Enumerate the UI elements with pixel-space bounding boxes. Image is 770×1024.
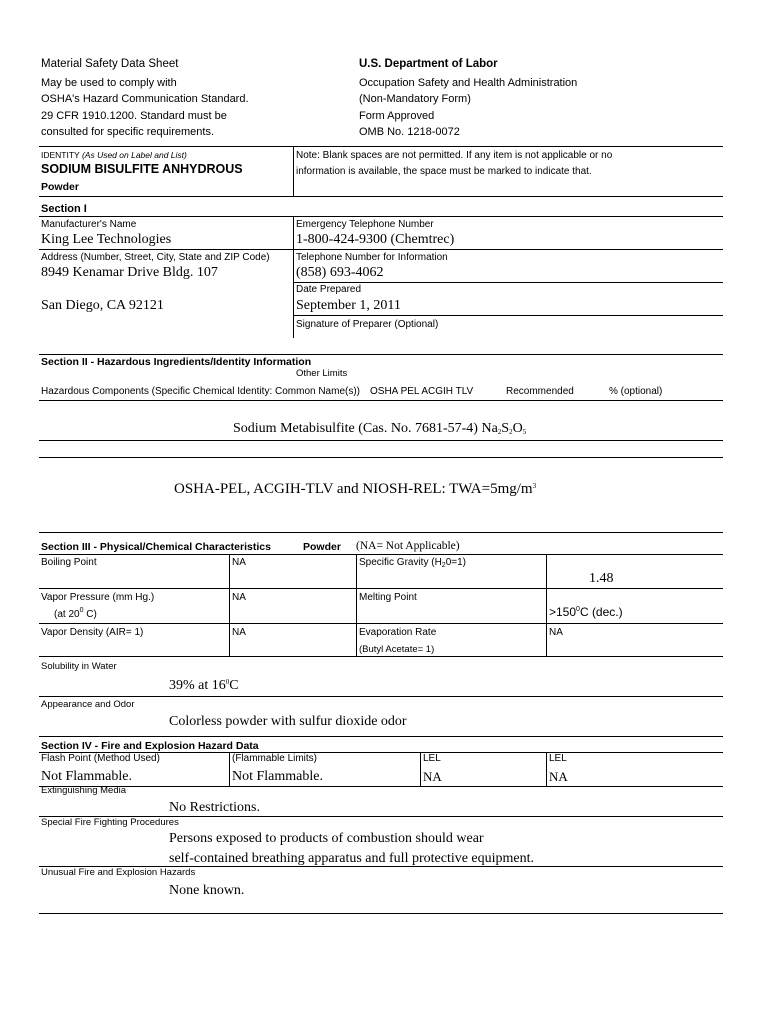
rule bbox=[39, 623, 723, 624]
melting-point-number: >150 bbox=[549, 605, 577, 619]
vapor-density-value: NA bbox=[232, 627, 246, 638]
special-procedures-label: Special Fire Fighting Procedures bbox=[41, 817, 179, 828]
specific-gravity-label bbox=[359, 557, 466, 569]
compliance-line: 29 CFR 1910.1200. Standard must be bbox=[41, 109, 227, 122]
vapor-pressure-label: Vapor Pressure (mm Hg.) bbox=[41, 592, 155, 603]
product-form: Powder bbox=[41, 181, 79, 193]
emergency-phone-label: Emergency Telephone Number bbox=[296, 219, 434, 230]
rule bbox=[356, 554, 357, 656]
agency-line: Form Approved bbox=[359, 109, 435, 122]
boiling-point-label: Boiling Point bbox=[41, 557, 97, 568]
na-note: (NA= Not Applicable) bbox=[356, 540, 460, 552]
date-prepared: September 1, 2011 bbox=[296, 298, 401, 313]
evaporation-rate-label: Evaporation Rate bbox=[359, 627, 437, 638]
rule bbox=[39, 249, 723, 250]
address-label: Address (Number, Street, City, State and ZIP Code) bbox=[41, 252, 270, 263]
flammable-limits-value: Not Flammable. bbox=[232, 769, 323, 784]
rule bbox=[293, 216, 294, 338]
degree-superscript: 0 bbox=[576, 606, 580, 613]
rule bbox=[293, 315, 723, 316]
boiling-point-value: NA bbox=[232, 557, 246, 568]
compliance-note bbox=[41, 75, 249, 140]
lel-label: LEL bbox=[423, 753, 441, 764]
rule bbox=[39, 736, 723, 737]
formula-subscript: 2 bbox=[497, 428, 502, 436]
section-4-title: Section IV - Fire and Explosion Hazard Data bbox=[41, 740, 259, 752]
lel-value: NA bbox=[549, 769, 568, 784]
section-2-title: Section II - Hazardous Ingredients/Identity Information bbox=[41, 356, 312, 368]
col-recommended: Recommended bbox=[506, 386, 574, 397]
rule bbox=[39, 440, 723, 441]
rule bbox=[229, 554, 230, 656]
specific-gravity-label-text: Specific Gravity (H bbox=[359, 557, 442, 568]
degree-superscript: 0 bbox=[79, 607, 84, 614]
melting-point-value bbox=[549, 605, 623, 619]
compliance-line: OSHA's Hazard Communication Standard. bbox=[41, 93, 249, 106]
rule bbox=[39, 400, 723, 401]
blank-space-note-cont: information is available, the space must be marked to indicate that. bbox=[296, 166, 592, 177]
formula-part: O bbox=[512, 421, 523, 436]
form-title: Material Safety Data Sheet bbox=[41, 58, 179, 70]
emergency-phone: 1-800-424-9300 (Chemtrec) bbox=[296, 232, 455, 247]
rule bbox=[546, 554, 547, 656]
vapor-pressure-temp-unit: C) bbox=[83, 609, 97, 620]
section-3-title bbox=[41, 541, 271, 553]
flash-point-value: Not Flammable. bbox=[41, 769, 132, 784]
compliance-line: May be used to comply with bbox=[41, 77, 177, 89]
vapor-pressure-temp bbox=[54, 607, 97, 620]
department-title: U.S. Department of Labor bbox=[359, 58, 498, 70]
blank-space-note: Note: Blank spaces are not permitted. If any item is not applicable or no bbox=[296, 150, 613, 161]
agency-line: OMB No. 1218-0072 bbox=[359, 125, 460, 138]
specific-gravity-label-end: 0=1) bbox=[445, 557, 466, 568]
address-street: 8949 Kenamar Drive Bldg. 107 bbox=[41, 265, 218, 280]
rule bbox=[39, 913, 723, 914]
degree-superscript: 0 bbox=[225, 678, 230, 686]
special-procedures-line: Persons exposed to products of combustion should wear bbox=[169, 831, 484, 846]
rule bbox=[546, 752, 547, 786]
unusual-hazards-value: None known. bbox=[169, 883, 245, 898]
vapor-pressure-value: NA bbox=[232, 592, 246, 603]
special-procedures-line: self-contained breathing apparatus and full protective equipment. bbox=[169, 851, 535, 866]
formula-subscript: 2 bbox=[441, 562, 446, 569]
specific-gravity-value: 1.48 bbox=[589, 571, 614, 586]
rule bbox=[229, 752, 230, 786]
date-prepared-label: Date Prepared bbox=[296, 284, 362, 295]
lel-label: LEL bbox=[549, 753, 567, 764]
identity-label bbox=[41, 150, 187, 160]
rule bbox=[39, 696, 723, 697]
hazardous-components-label: Hazardous Components (Specific Chemical Identity: Common Name(s)) bbox=[41, 386, 361, 397]
agency-line: (Non-Mandatory Form) bbox=[359, 93, 471, 106]
vapor-pressure-temp-text: (at 20 bbox=[54, 609, 80, 620]
melting-point-label: Melting Point bbox=[359, 592, 417, 603]
lel-value: NA bbox=[423, 769, 442, 784]
formula-subscript: 5 bbox=[522, 428, 527, 436]
info-phone-label: Telephone Number for Information bbox=[296, 252, 448, 263]
col-optional: % (optional) bbox=[609, 386, 663, 397]
flash-point-label: Flash Point (Method Used) bbox=[41, 753, 160, 764]
rule bbox=[293, 146, 294, 196]
other-limits-label: Other Limits bbox=[296, 368, 348, 379]
formula-part: S bbox=[501, 421, 510, 436]
exposure-limits-text: OSHA-PEL, ACGIH-TLV and NIOSH-REL: TWA=5mg/m bbox=[174, 481, 533, 497]
address-city: San Diego, CA 92121 bbox=[41, 298, 164, 313]
info-phone: (858) 693-4062 bbox=[296, 265, 384, 280]
solubility-unit: C bbox=[229, 678, 239, 693]
evaporation-rate-value: NA bbox=[549, 627, 563, 638]
solubility-number: 39% at 16 bbox=[169, 678, 226, 693]
rule bbox=[39, 656, 723, 657]
flammable-limits-label: (Flammable Limits) bbox=[232, 753, 318, 764]
rule bbox=[39, 196, 723, 197]
solubility-label: Solubility in Water bbox=[41, 661, 117, 672]
rule bbox=[420, 752, 421, 786]
solubility-value bbox=[169, 678, 239, 694]
extinguishing-media-label: Extinguishing Media bbox=[41, 785, 127, 796]
vapor-density-label: Vapor Density (AIR= 1) bbox=[41, 627, 144, 638]
unusual-hazards-label: Unusual Fire and Explosion Hazards bbox=[41, 867, 196, 878]
agency-info bbox=[359, 75, 577, 140]
ingredient-name: Sodium Metabisulfite (Cas. No. 7681-57-4) Na bbox=[233, 421, 498, 436]
evaporation-rate-reference: (Butyl Acetate= 1) bbox=[359, 644, 435, 655]
extinguishing-media-value: No Restrictions. bbox=[169, 800, 260, 815]
melting-point-unit: C (dec.) bbox=[579, 605, 623, 619]
manufacturer-name: King Lee Technologies bbox=[41, 232, 172, 247]
ingredient-row bbox=[233, 421, 526, 437]
rule bbox=[39, 786, 723, 787]
appearance-label: Appearance and Odor bbox=[41, 699, 135, 710]
identity-label-text: IDENTITY bbox=[41, 150, 80, 160]
product-name: SODIUM BISULFITE ANHYDROUS bbox=[41, 162, 243, 176]
appearance-value: Colorless powder with sulfur dioxide odor bbox=[169, 714, 407, 729]
formula-subscript: 2 bbox=[509, 428, 513, 436]
section-3-form: Powder bbox=[303, 541, 341, 553]
exposure-limits bbox=[174, 481, 536, 498]
section-1-title: Section I bbox=[41, 203, 87, 215]
agency-line: Occupation Safety and Health Administration bbox=[359, 77, 578, 89]
col-osha-pel: OSHA PEL ACGIH TLV bbox=[370, 386, 474, 397]
rule bbox=[293, 282, 723, 283]
section-3-title-text: Section III - Physical/Chemical Characteristics bbox=[41, 541, 271, 553]
rule bbox=[39, 588, 723, 589]
rule bbox=[39, 532, 723, 533]
rule bbox=[39, 354, 723, 355]
identity-label-note: (As Used on Label and List) bbox=[81, 150, 187, 160]
compliance-line: consulted for specific requirements. bbox=[41, 125, 215, 138]
rule bbox=[39, 146, 723, 147]
rule bbox=[39, 216, 723, 217]
signature-label: Signature of Preparer (Optional) bbox=[296, 319, 439, 330]
manufacturer-label: Manufacturer's Name bbox=[41, 219, 137, 230]
rule bbox=[39, 554, 723, 555]
rule bbox=[39, 457, 723, 458]
unit-superscript: 3 bbox=[532, 482, 537, 490]
